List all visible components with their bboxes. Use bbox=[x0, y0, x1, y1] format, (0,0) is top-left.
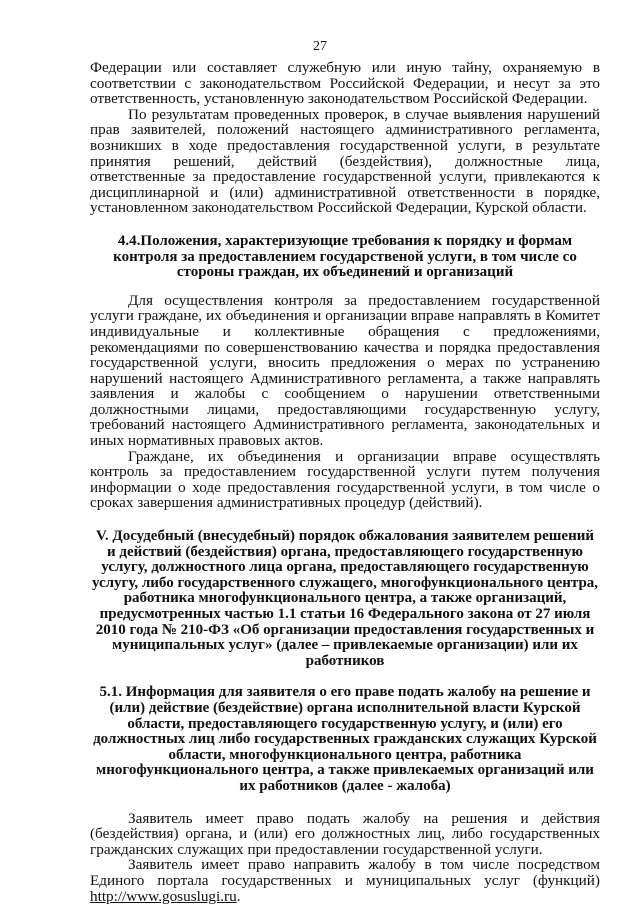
paragraph-with-link bbox=[90, 857, 600, 904]
section-heading-V: V. Досудебный (внесудебный) порядок обжалования заявителем решений и действий (бездействия) органа, предоставляющего государственную услугу, должностного лица органа, предоставляющего государственную услугу, либо государственного служащего, многофункционального центра, работника многофункционального центра, а также организаций, предусмотренных частью 1.1 статьи 16 Федерального закона от 27 июля 2010 года № 210-ФЗ «Об организации предоставления государственных и муниципальных услуг» (далее – привлекаемые организации) или их работников bbox=[91, 528, 599, 669]
paragraph: Федерации или составляет служебную или иную тайну, охраняемую в соответствии с законодательством Российской Федерации, и несут за это ответственность, установленную законодательством Российской Федерации. bbox=[90, 59, 600, 108]
paragraph: Граждане, их объединения и организации вправе осуществлять контроль за предоставлением государственной услуги путем получения информации о ходе предоставления государственной услуги, в том числе о сроках завершения административных процедур (действий). bbox=[90, 447, 600, 512]
paragraph: Для осуществления контроля за предоставлением государственной услуги граждане, их объединения и организации вправе направлять в Комитет индивидуальные и коллективные обращения с предложениями, рекомендациями по совершенствованию качества и порядка предоставления государственной услуги, вносить предложения о мерах по устранению нарушений настоящего Административного регламента, а также направлять заявления и жалобы с сообщением о нарушении ответственными должностными лицами, предоставляющими государственную услугу, требований настоящего Административного регламента, законодательных и иных нормативных правовых актов. bbox=[90, 291, 600, 450]
document-body bbox=[90, 60, 600, 904]
paragraph: По результатам проведенных проверок, в случае выявления нарушений прав заявителей, положений настоящего административного регламента, возникших в ходе предоставления государственной услуги, в результате принятия решений, действий (бездействия), должностные лица, ответственные за предоставление государственной услуги, привлекаются к дисциплинарной и (или) административной ответственности в порядке, установленном законодательством Российской Федерации, Курской области. bbox=[90, 105, 600, 217]
paragraph-text: Заявитель имеет право направить жалобу в том числе посредством Единого портала государственных и муниципальных услуг (функций) bbox=[90, 856, 600, 889]
section-heading-4-4: 4.4.Положения, характеризующие требования к порядку и формам контроля за предоставлением государственой услуги, в том числе со стороны граждан, их объединений и организаций bbox=[113, 232, 577, 281]
link-suffix: . bbox=[236, 887, 241, 905]
paragraph: Заявитель имеет право подать жалобу на решения и действия (бездействия) органа, и (или) его должностных лиц, либо государственных гражданских служащих при предоставлении государственной услуги. bbox=[90, 809, 600, 858]
section-heading-5-1: 5.1. Информация для заявителя о его праве подать жалобу на решение и (или) действие (бездействие) органа исполнительной власти Курской области, предоставляющего государственную услугу, и (или) его должностных лиц либо государственных гражданских служащих Курской области, многофункционального центра, работника многофункционального центра, а также привлекаемых организаций или их работников (далее - жалоба) bbox=[93, 684, 597, 794]
page-number: 27 bbox=[313, 39, 327, 54]
portal-link[interactable]: http://www.gosuslugi.ru bbox=[90, 887, 237, 905]
